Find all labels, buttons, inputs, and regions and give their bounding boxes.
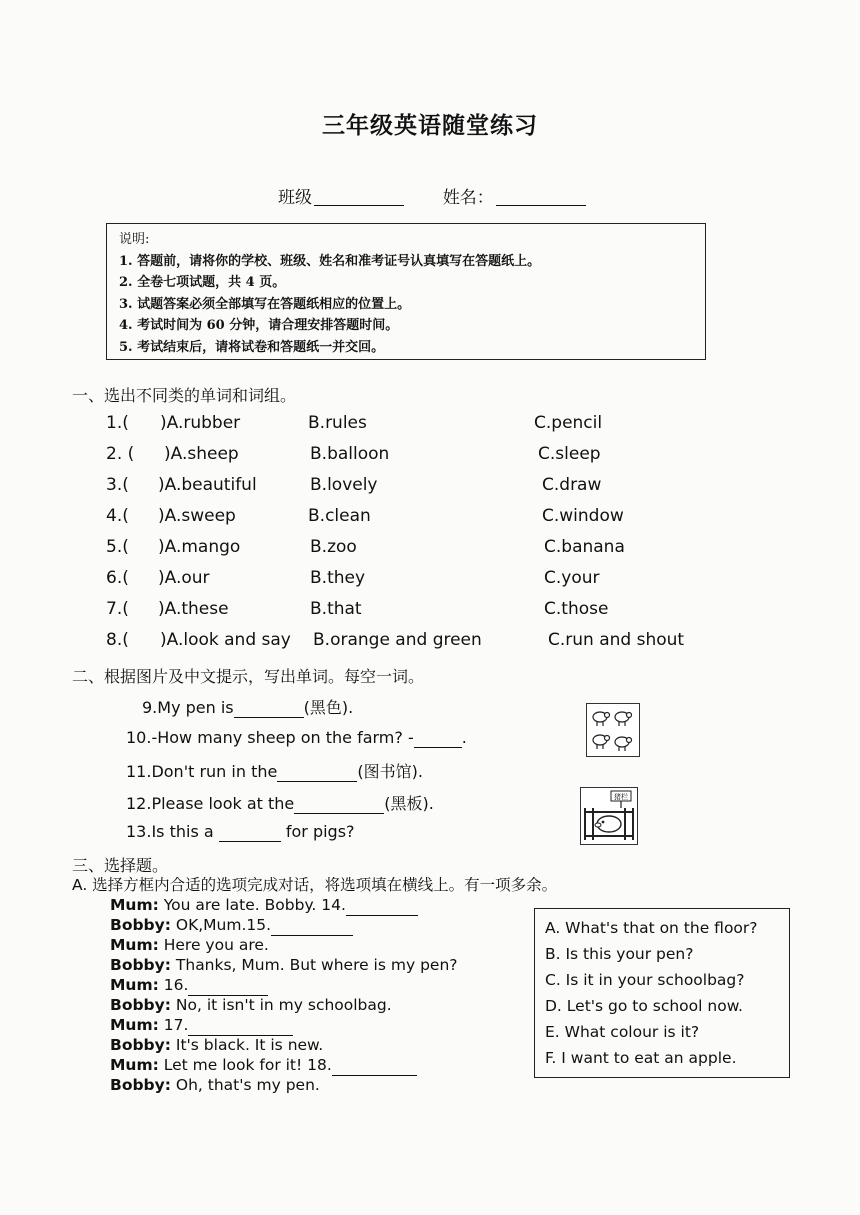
option-c: C.banana — [544, 537, 625, 557]
question-hint: (图书馆). — [357, 762, 423, 781]
question-text: 12.Please look at the — [126, 794, 295, 813]
dialog-text: You are late. Bobby. 14. — [158, 896, 346, 914]
option-item: A. What's that on the floor? — [545, 919, 758, 937]
option-c: C.draw — [542, 475, 602, 495]
question-12 — [126, 791, 434, 814]
dialog-line — [110, 895, 458, 915]
dialog-line — [110, 995, 458, 1015]
option-b: B.that — [310, 599, 362, 619]
question-number: 3.( — [106, 475, 129, 495]
dialog-line — [110, 1055, 458, 1075]
option-a: )A.sweep — [158, 506, 236, 526]
option-a: )A.look and say — [160, 630, 291, 650]
dialog-line — [110, 1075, 458, 1095]
section3-subheading: A. 选择方框内合适的选项完成对话，将选项填在横线上。有一项多余。 — [72, 876, 558, 894]
speaker: Bobby: — [110, 956, 171, 974]
answer-blank[interactable] — [332, 1055, 417, 1076]
name-blank[interactable] — [496, 205, 586, 206]
dialog-text: 16. — [158, 976, 189, 994]
option-b: B.they — [310, 568, 366, 588]
section2-heading: 二、根据图片及中文提示，写出单词。每空一词。 — [72, 667, 425, 686]
answer-blank[interactable] — [271, 915, 353, 936]
options-box — [534, 908, 790, 1078]
question-number: 5.( — [106, 537, 129, 557]
dialog-line — [110, 955, 458, 975]
question-text: 13.Is this a — [126, 822, 219, 841]
dialog-line — [110, 915, 458, 935]
question-10 — [126, 728, 467, 747]
dialog-text: Thanks, Mum. But where is my pen? — [170, 956, 458, 974]
answer-blank[interactable] — [188, 1015, 293, 1036]
dialog-text: OK,Mum.15. — [170, 916, 272, 934]
question-number: 6.( — [106, 568, 129, 588]
option-b: B.orange and green — [313, 630, 482, 650]
question-number: 1.( — [106, 413, 129, 433]
pigsty-icon — [581, 788, 637, 844]
class-name-fields — [278, 183, 586, 208]
section1-heading: 一、选出不同类的单词和词组。 — [72, 386, 297, 405]
answer-blank[interactable] — [219, 822, 281, 842]
speaker: Mum: — [110, 1016, 159, 1034]
class-blank[interactable] — [314, 205, 404, 206]
dialog-line — [110, 935, 458, 955]
instructions-box — [106, 223, 706, 360]
sheep-icon — [587, 704, 639, 756]
instruction-item: 2. 全卷七项试题，共 4 页。 — [119, 275, 286, 290]
option-c: C.run and shout — [548, 630, 685, 650]
speaker: Bobby: — [110, 1036, 171, 1054]
option-c: C.window — [542, 506, 624, 526]
option-c: C.sleep — [538, 444, 601, 464]
dialog-line — [110, 975, 458, 995]
option-b: B.zoo — [310, 537, 357, 557]
option-a: )A.beautiful — [158, 475, 257, 495]
dialog-text: It's black. It is new. — [170, 1036, 324, 1054]
option-b: B.rules — [308, 413, 367, 433]
sheep-picture — [586, 703, 640, 757]
question-number: 7.( — [106, 599, 129, 619]
question-13 — [126, 822, 355, 841]
option-a: )A.these — [158, 599, 229, 619]
instructions-heading: 说明: — [119, 232, 150, 247]
dialog-text: Oh, that's my pen. — [170, 1076, 320, 1094]
option-c: C.your — [544, 568, 600, 588]
instruction-item: 4. 考试时间为 60 分钟，请合理安排答题时间。 — [119, 318, 399, 333]
instruction-item: 3. 试题答案必须全部填写在答题纸相应的位置上。 — [119, 296, 411, 312]
option-item: B. Is this your pen? — [545, 945, 694, 963]
question-number: 4.( — [106, 506, 129, 526]
instruction-item: 5. 考试结束后，请将试卷和答题纸一并交回。 — [119, 339, 385, 355]
pig-sign-text: 猪栏 — [614, 793, 628, 801]
question-11 — [126, 759, 423, 782]
question-hint: for pigs? — [280, 822, 355, 841]
answer-blank[interactable] — [188, 975, 268, 996]
section3-heading: 三、选择题。 — [72, 856, 169, 875]
speaker: Mum: — [110, 1056, 159, 1074]
answer-blank[interactable] — [277, 762, 357, 782]
answer-blank[interactable] — [294, 794, 384, 814]
dialog-text: Here you are. — [158, 936, 269, 954]
question-hint: . — [461, 728, 467, 747]
option-a: )A.mango — [158, 537, 241, 557]
page-title: 三年级英语随堂练习 — [322, 112, 538, 139]
question-text: 11.Don't run in the — [126, 762, 278, 781]
question-text: 10.-How many sheep on the farm? - — [126, 728, 414, 747]
speaker: Bobby: — [110, 916, 171, 934]
question-9 — [142, 695, 353, 718]
dialog-text: Let me look for it! 18. — [158, 1056, 332, 1074]
dialog — [110, 895, 458, 1095]
question-number: 2. ( — [106, 444, 135, 464]
option-c: C.pencil — [534, 413, 603, 433]
question-hint: (黑板). — [384, 794, 434, 813]
option-b: B.balloon — [310, 444, 390, 464]
question-text: 9.My pen is — [142, 698, 234, 717]
option-b: B.lovely — [310, 475, 378, 495]
option-item: D. Let's go to school now. — [545, 997, 743, 1015]
option-item: C. Is it in your schoolbag? — [545, 971, 745, 989]
option-a: )A.rubber — [160, 413, 241, 433]
option-a: )A.sheep — [164, 444, 239, 464]
dialog-text: 17. — [158, 1016, 189, 1034]
speaker: Mum: — [110, 976, 159, 994]
answer-blank[interactable] — [414, 728, 462, 748]
dialog-line — [110, 1015, 458, 1035]
speaker: Bobby: — [110, 996, 171, 1014]
question-number: 8.( — [106, 630, 129, 650]
option-item: F. I want to eat an apple. — [545, 1049, 737, 1067]
speaker: Mum: — [110, 936, 159, 954]
dialog-text: No, it isn't in my schoolbag. — [170, 996, 392, 1014]
option-c: C.those — [544, 599, 609, 619]
option-item: E. What colour is it? — [545, 1023, 700, 1041]
class-label: 班级 — [278, 188, 312, 208]
speaker: Mum: — [110, 896, 159, 914]
answer-blank[interactable] — [346, 895, 418, 916]
speaker: Bobby: — [110, 1076, 171, 1094]
option-b: B.clean — [308, 506, 371, 526]
pigsty-picture — [580, 787, 638, 845]
answer-blank[interactable] — [234, 698, 304, 718]
name-label: 姓名： — [442, 188, 494, 208]
instruction-item: 1. 答题前，请将你的学校、班级、姓名和准考证号认真填写在答题纸上。 — [119, 253, 541, 269]
question-hint: (黑色). — [303, 698, 354, 717]
option-a: )A.our — [158, 568, 210, 588]
dialog-line — [110, 1035, 458, 1055]
